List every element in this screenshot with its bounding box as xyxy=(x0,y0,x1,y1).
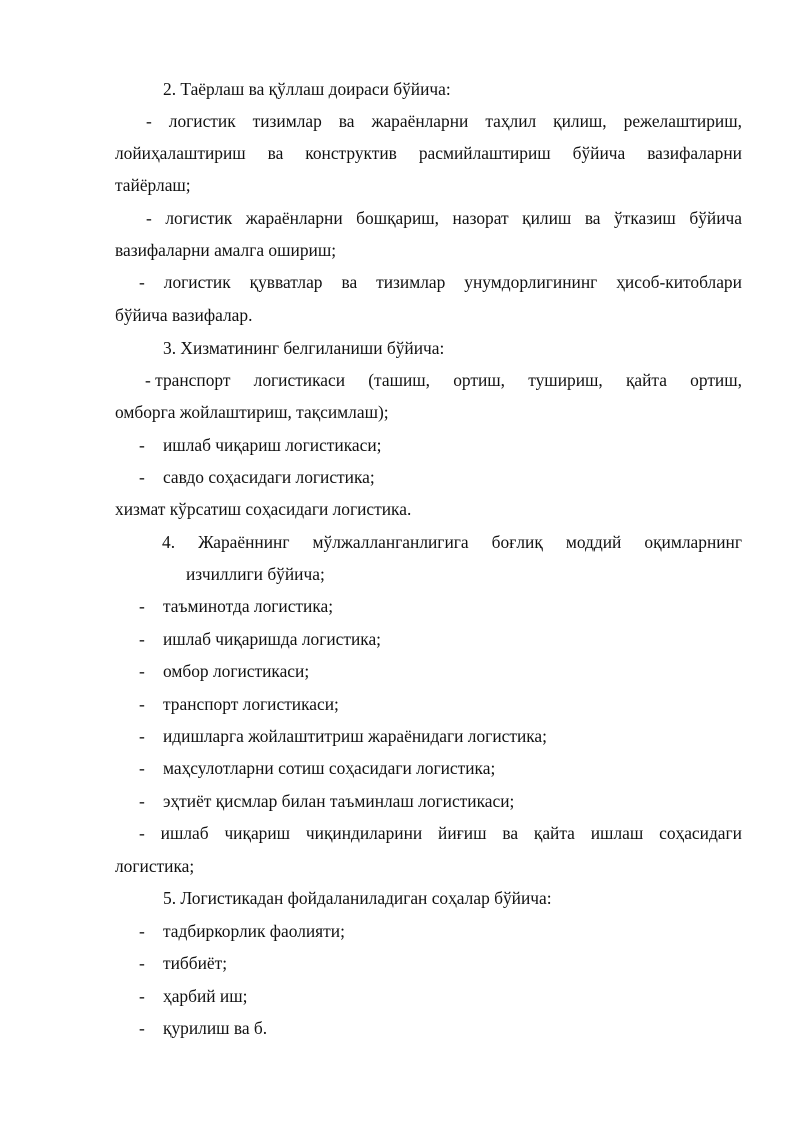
word: мўлжалланганлигига xyxy=(312,532,469,552)
section-5-heading: 5. Логистикадан фойдаланиладиган соҳалар бўйича: xyxy=(163,888,552,908)
word: ва xyxy=(584,208,601,228)
word: - xyxy=(139,823,145,843)
list-item: эҳтиёт қисмлар билан таъминлаш логистикаси; xyxy=(163,791,515,811)
list-bullet: - xyxy=(139,791,145,811)
word: ўтказиш xyxy=(614,208,676,228)
list-item: идишларга жойлаштитриш жараёнидаги логистика; xyxy=(163,726,547,746)
word: қувватлар xyxy=(249,272,323,292)
section-2-heading: 2. Таёрлаш ва қўллаш доираси бўйича: xyxy=(163,79,451,99)
justified-line xyxy=(115,143,742,163)
word: режелаштириш, xyxy=(623,111,742,131)
list-bullet: - xyxy=(139,921,145,941)
list-bullet: - xyxy=(139,758,145,778)
word: йиғиш xyxy=(438,823,487,843)
word: ва xyxy=(338,111,355,131)
paragraph-line: хизмат кўрсатиш соҳасидаги логистика. xyxy=(115,499,412,519)
word: қилиш, xyxy=(553,111,607,131)
word: ортиш, xyxy=(690,370,742,390)
word: жараёнларни xyxy=(371,111,469,131)
word: логистик xyxy=(163,272,231,292)
word: моддий xyxy=(565,532,622,552)
word: соҳасидаги xyxy=(659,823,742,843)
list-bullet: - xyxy=(139,986,145,1006)
word: ва xyxy=(267,143,284,163)
word: бошқариш, xyxy=(356,208,440,228)
word: тизимлар xyxy=(376,272,446,292)
word: ортиш, xyxy=(453,370,506,390)
justified-line xyxy=(146,111,742,131)
list-bullet: - xyxy=(139,1018,145,1038)
section-3-heading: 3. Хизматининг белгиланиши бўйича: xyxy=(163,338,445,358)
word: - транспорт xyxy=(145,370,231,390)
list-item: ишлаб чиқариш логистикаси; xyxy=(163,435,382,455)
list-item: тадбиркорлик фаолияти; xyxy=(163,921,345,941)
word: 4. xyxy=(162,532,176,552)
list-bullet: - xyxy=(139,596,145,616)
list-bullet: - xyxy=(139,629,145,649)
list-item: омбор логистикаси; xyxy=(163,661,310,681)
word: тушириш, xyxy=(528,370,603,390)
list-item: таъминотда логистика; xyxy=(163,596,334,616)
paragraph-line: тайёрлаш; xyxy=(115,175,191,195)
word: тизимлар xyxy=(252,111,322,131)
word: таҳлил xyxy=(485,111,537,131)
word: логистик xyxy=(168,111,236,131)
word: чиқиндиларини xyxy=(305,823,423,843)
justified-line xyxy=(145,370,742,390)
justified-line xyxy=(139,272,742,292)
list-bullet: - xyxy=(139,953,145,973)
word: ишлаб xyxy=(160,823,209,843)
list-item: ҳарбий иш; xyxy=(163,986,248,1006)
list-bullet: - xyxy=(139,467,145,487)
paragraph-line: логистика; xyxy=(115,856,195,876)
word: назорат xyxy=(452,208,509,228)
list-bullet: - xyxy=(139,694,145,714)
list-item: қурилиш ва б. xyxy=(163,1018,268,1038)
word: Жараённинг xyxy=(198,532,290,552)
word: расмийлаштириш xyxy=(418,143,551,163)
word: қайта xyxy=(625,370,667,390)
word: конструктив xyxy=(305,143,397,163)
word: оқимларнинг xyxy=(644,532,742,552)
word: боғлиқ xyxy=(491,532,543,552)
section-4-heading xyxy=(162,532,742,552)
word: логистик xyxy=(165,208,233,228)
list-item: транспорт логистикаси; xyxy=(163,694,339,714)
word: лойиҳалаштириш xyxy=(115,143,246,163)
word: унумдорлигининг xyxy=(464,272,598,292)
justified-line xyxy=(139,823,742,843)
word: жараёнларни xyxy=(245,208,343,228)
justified-line xyxy=(146,208,742,228)
paragraph-line: бўйича вазифалар. xyxy=(115,305,253,325)
list-bullet: - xyxy=(139,661,145,681)
paragraph-line: омборга жойлаштириш, тақсимлаш); xyxy=(115,402,389,422)
word: ва xyxy=(502,823,519,843)
word: ҳисоб-китоблари xyxy=(616,272,742,292)
paragraph-line: вазифаларни амалга ошириш; xyxy=(115,240,337,260)
word: (ташиш, xyxy=(368,370,431,390)
word: вазифаларни xyxy=(647,143,742,163)
section-4-heading-cont: изчиллиги бўйича; xyxy=(186,564,325,584)
list-item: маҳсулотларни сотиш соҳасидаги логистика; xyxy=(163,758,496,778)
word: ва xyxy=(341,272,358,292)
list-item: тиббиёт; xyxy=(163,953,228,973)
word: - xyxy=(146,111,152,131)
word: чиқариш xyxy=(224,823,291,843)
word: бўйича xyxy=(572,143,626,163)
word: бўйича xyxy=(689,208,742,228)
word: - xyxy=(139,272,145,292)
list-bullet: - xyxy=(139,435,145,455)
word: - xyxy=(146,208,152,228)
list-item: савдо соҳасидаги логистика; xyxy=(163,467,375,487)
list-item: ишлаб чиқаришда логистика; xyxy=(163,629,381,649)
word: қайта xyxy=(533,823,575,843)
word: ишлаш xyxy=(590,823,644,843)
word: қилиш xyxy=(522,208,572,228)
list-bullet: - xyxy=(139,726,145,746)
word: логистикаси xyxy=(253,370,346,390)
